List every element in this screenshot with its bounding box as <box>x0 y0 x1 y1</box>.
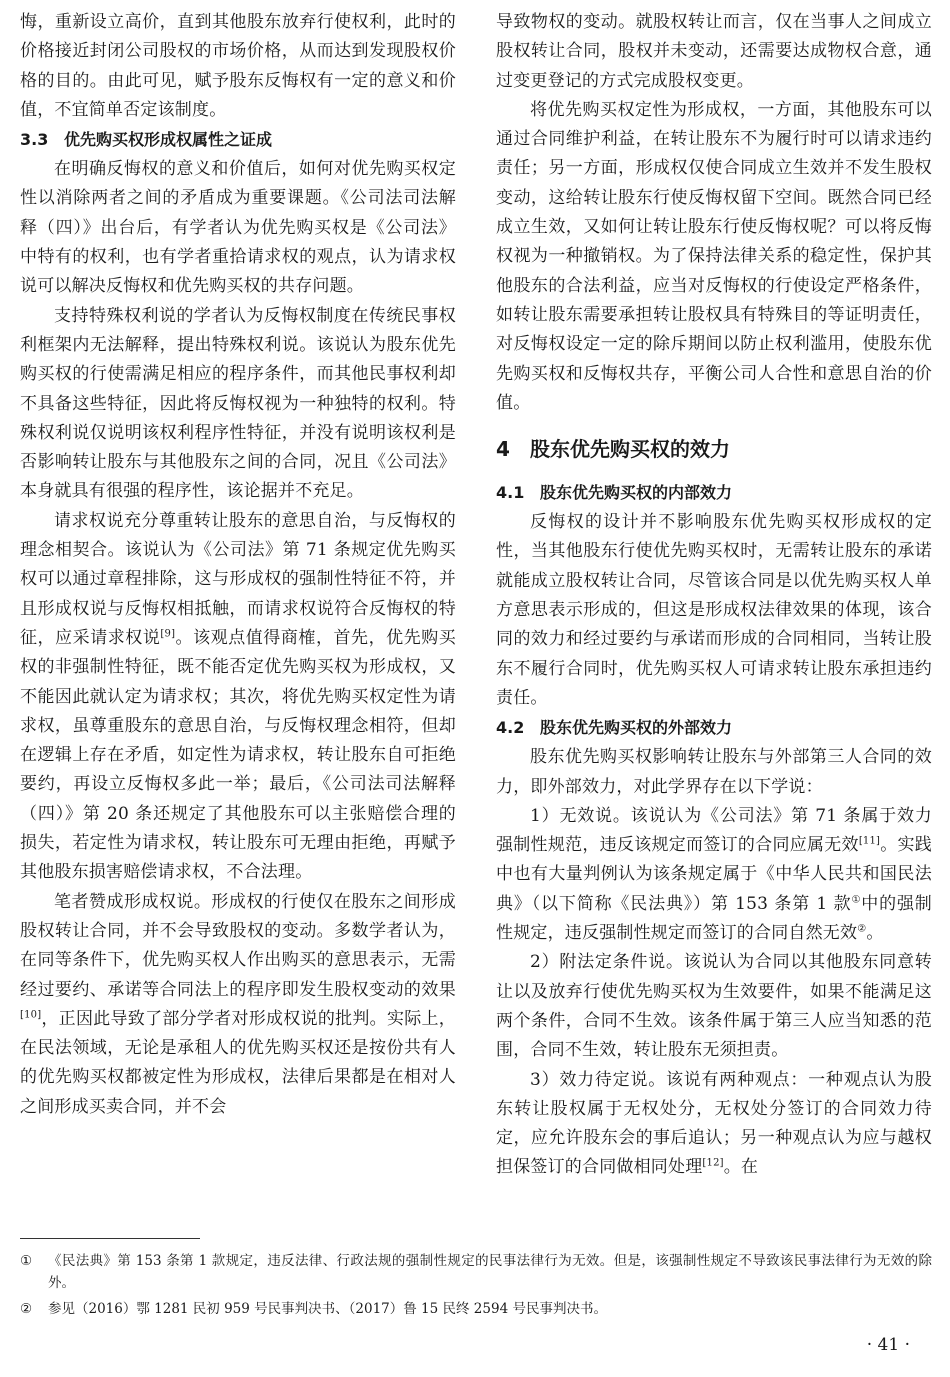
citation-ref: [10] <box>20 1009 42 1021</box>
footnote-marker: ① <box>851 894 862 906</box>
right-column <box>496 8 932 1183</box>
paragraph: 3）效力待定说。该说有两种观点：一种观点认为股东转让股权属于无权处分，无权处分签订的合同效力待定，应允许股东会的事后追认；另一种观点认为应与越权担保签订的合同做相同处理[12]。在 <box>496 1069 932 1178</box>
citation-ref: [12] <box>702 1157 724 1169</box>
footnote-divider <box>20 1238 200 1239</box>
paragraph: 在明确反悔权的意义和价值后，如何对优先购买权定性以消除两者之间的矛盾成为重要课题。《公司法司法解释（四）》出台后，有学者认为优先购买权是《公司法》中特有的权利，也有学者重拾请求权的观点，认为请求权说可以解决反悔权和优先购买权的共存问题。 <box>20 159 456 297</box>
citation-ref: [11] <box>858 835 881 847</box>
paragraph: 1）无效说。该说认为《公司法》第 71 条属于效力强制性规范，违反该规定而签订的合同应属无效[11]。实践中也有大量判例认为该条规定属于《中华人民共和国民法典》（以下简称《民法典》）第 153 条第 1 款①中的强制性规定，违反强制性规定而签订的合同自然无效②。 <box>496 805 932 944</box>
footnote-2: ② 参见（2016）鄂 1281 民初 959 号民事判决书、（2017）鲁 15 民终 2594 号民事判决书。 <box>20 1301 607 1317</box>
paragraph: 悔，重新设立高价，直到其他股东放弃行使权利，此时的价格接近封闭公司股权的市场价格，从而达到发现股权价格的目的。由此可见，赋予股东反悔权有一定的意义和价值，不宜简单否定该制度。 <box>20 12 456 120</box>
footnotes <box>20 1250 932 1324</box>
left-column <box>20 8 456 1122</box>
paragraph: 股东优先购买权影响转让股东与外部第三人合同的效力，即外部效力，对此学界存在以下学说： <box>496 747 932 797</box>
paragraph: 将优先购买权定性为形成权，一方面，其他股东可以通过合同维护利益，在转让股东不为履行时可以请求违约责任；另一方面，形成权仅使合同成立生效并不发生股权变动，这给转让股东行使反悔权留下空间。既然合同已经成立生效，又如何让转让股东行使反悔权呢？可以将反悔权视为一种撤销权。为了保持法律关系的稳定性，保护其他股东的合法利益，应当对反悔权的行使设定严格条件，如转让股东需要承担转让股权具有特殊目的等证明责任，对反悔权设定一定的除斥期间以防止权利滥用，使股东优先购买权和反悔权共存，平衡公司人合性和意思自治的价值。 <box>496 99 932 413</box>
paragraph: 支持特殊权利说的学者认为反悔权制度在传统民事权利框架内无法解释，提出特殊权利说。该说认为股东优先购买权的行使需满足相应的程序条件，而其他民事权利却不具备这些特征，因此将反悔权视为一种独特的权利。特殊权利说仅说明该权利程序性特征，并没有说明该权利是否影响转让股东与其他股东之间的合同，况且《公司法》本身就具有很强的程序性，该论据并不充足。 <box>20 305 456 502</box>
section-heading-4: 4 股东优先购买权的效力 <box>496 437 730 462</box>
paragraph: 笔者赞成形成权说。形成权的行使仅在股东之间形成股权转让合同，并不会导致股权的变动。多数学者认为，在同等条件下，优先购买权人作出购买的意思表示，无需经过要约、承诺等合同法上的程序即发生股权变动的效果[10]，正因此导致了部分学者对形成权说的批判。实际上，在民法领域，无论是承租人的优先购买权还是按份共有人的优先购买权都被定性为形成权，法律后果都是在相对人之间形成买卖合同，并不会 <box>20 891 456 1117</box>
paragraph: 2）附法定条件说。该说认为合同以其他股东同意转让以及放弃行使优先购买权为生效要件，如果不能满足这两个条件，合同不生效。该条件属于第三人应当知悉的范围，合同不生效，转让股东无须担责。 <box>496 952 932 1061</box>
footnote-marker: ② <box>857 923 867 935</box>
page-number: · 41 · <box>866 1335 910 1355</box>
section-heading-4-2: 4.2 股东优先购买权的外部效力 <box>496 718 733 738</box>
paragraph: 反悔权的设计并不影响股东优先购买权形成权的定性，当其他股东行使优先购买权时，无需转让股东的承诺就能成立股权转让合同，尽管该合同是以优先购买权人单方意思表示形成的，但这是形成权法律效果的体现，该合同的效力和经过要约与承诺而形成的合同相同，当转让股东不履行合同时，优先购买权人可请求转让股东承担违约责任。 <box>496 512 932 708</box>
section-heading-4-1: 4.1 股东优先购买权的内部效力 <box>496 483 733 503</box>
footnote-1: ① 《民法典》第 153 条第 1 款规定，违反法律、行政法规的强制性规定的民事法律行为无效。但是，该强制性规定不导致该民事法律行为无效的除外。 <box>20 1253 932 1291</box>
section-heading-3-3: 3.3 优先购买权形成权属性之证成 <box>20 130 273 150</box>
citation-ref: [9] <box>160 628 176 640</box>
paragraph: 请求权说充分尊重转让股东的意思自治，与反悔权的理念相契合。该说认为《公司法》第 71 条规定优先购买权可以通过章程排除，这与形成权的强制性特征不符，并且形成权说与反悔权相抵触，而请求权说符合反悔权的特征，应采请求权说[9]。该观点值得商榷，首先，优先购买权的非强制性特征，既不能否定优先购买权为形成权，又不能因此就认定为请求权；其次，将优先购买权定性为请求权，虽尊重股东的意思自治，与反悔权理念相符，但却在逻辑上存在矛盾，如定性为请求权，转让股东自可拒绝要约，再设立反悔权多此一举；最后，《公司法司法解释（四）》第 20 条还规定了其他股东可以主张赔偿合理的损失，若定性为请求权，转让股东可无理由拒绝，再赋予其他股东损害赔偿请求权，不合法理。 <box>20 510 457 883</box>
paragraph: 导致物权的变动。就股权转让而言，仅在当事人之间成立股权转让合同，股权并未变动，还需要达成物权合意，通过变更登记的方式完成股权变更。 <box>496 12 932 91</box>
